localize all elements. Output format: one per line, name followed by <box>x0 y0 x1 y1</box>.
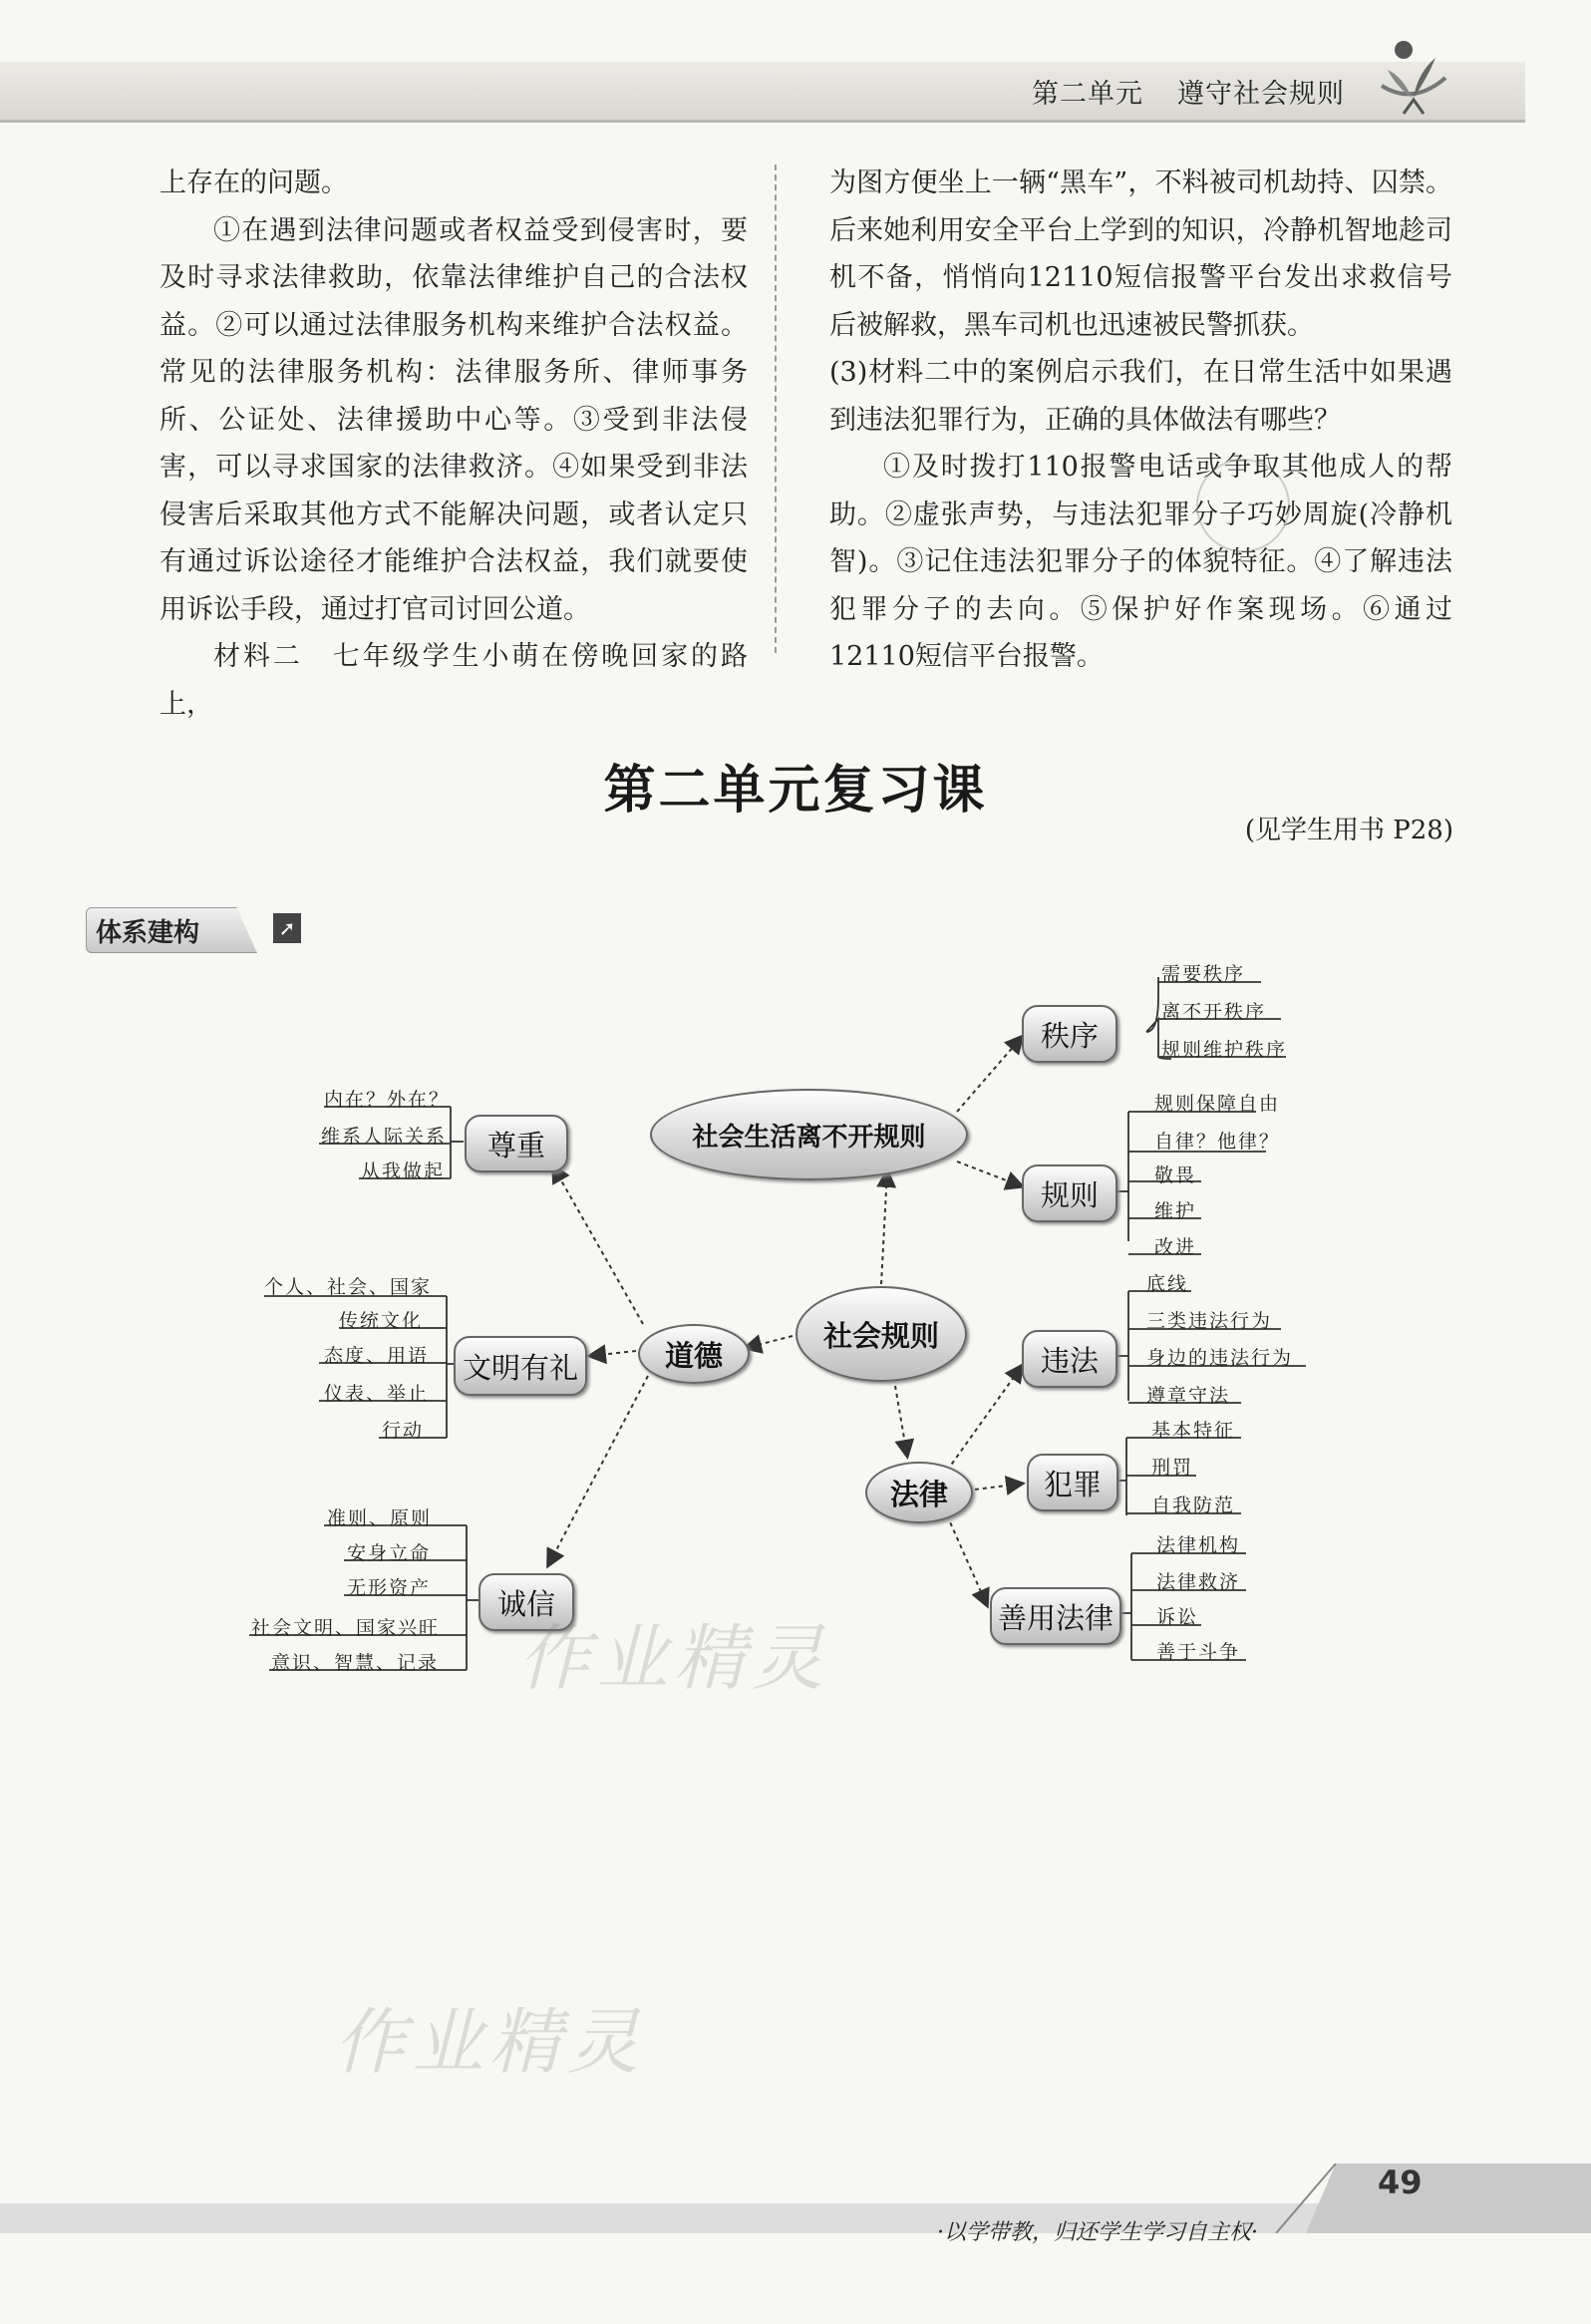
link-center-moral <box>746 1336 793 1348</box>
leaf-respect: 内在？外在？ <box>324 1089 451 1111</box>
paragraph: 上存在的问题。 <box>159 167 348 198</box>
page-number: 49 <box>1378 2163 1423 2201</box>
leaf-respect: 维系人际关系 <box>321 1126 448 1148</box>
arrow-icon: ➚ <box>273 913 301 943</box>
leaf-illegal: 三类违法行为 <box>1146 1310 1273 1332</box>
answer: ①及时拨打110报警电话或争取其他成人的帮助。②虚张声势，与违法犯罪分子巧妙周旋(冷静机智)。③记住违法犯罪分子的体貌特征。④了解违法犯罪分子的去向。⑤保护好作案现场。⑥通过12110短信平台报警。 <box>829 452 1452 672</box>
node-rules: 规则 <box>1022 1164 1117 1222</box>
node-order: 秩序 <box>1022 1005 1117 1063</box>
leaf-civility: 传统文化 <box>339 1310 424 1332</box>
leaf-illegal: 遵章守法 <box>1146 1385 1231 1407</box>
student-book-reference: (见学生用书 P28) <box>1244 816 1453 845</box>
unit-label: 第二单元 <box>1032 79 1143 110</box>
link-law-crime <box>967 1484 1022 1491</box>
node-respect: 尊重 <box>465 1115 568 1172</box>
leaf-civility: 仪表、举止 <box>324 1383 430 1405</box>
link-moral-respect <box>553 1166 643 1324</box>
page-title: 第二单元复习课 <box>603 761 988 821</box>
leaf-honesty: 准则、原则 <box>327 1507 433 1529</box>
node-use-law: 善用法律 <box>990 1587 1121 1645</box>
leaf-civility: 行动 <box>382 1420 425 1442</box>
leaf-crime: 自我防范 <box>1151 1494 1236 1516</box>
paragraph: 为图方便坐上一辆“黑车”，不料被司机劫持、囚禁。后来她利用安全平台上学到的知识，冷静机智地趁司机不备，悄悄向12110短信报警平台发出求救信号后被解救，黑车司机也迅速被民警抓获。 <box>829 167 1452 341</box>
link-center-law <box>895 1386 907 1456</box>
leaf-use-law: 诉讼 <box>1156 1606 1199 1628</box>
paragraph: 材料二 七年级学生小萌在傍晚回家的路上， <box>159 641 748 720</box>
leaf-order: 需要秩序 <box>1161 963 1246 985</box>
leaf-use-law: 善于斗争 <box>1156 1641 1241 1663</box>
node-social-life-needs-rules: 社会生活离不开规则 <box>650 1089 968 1180</box>
leaf-crime: 基本特征 <box>1151 1420 1236 1442</box>
leaf-crime: 刑罚 <box>1151 1457 1194 1479</box>
leaf-rules: 规则保障自由 <box>1154 1093 1281 1115</box>
leaf-respect: 从我做起 <box>361 1161 446 1182</box>
leaf-honesty: 安身立命 <box>347 1542 432 1564</box>
node-illegal: 违法 <box>1022 1330 1117 1388</box>
section-tag-label: 体系建构 <box>96 918 200 948</box>
node-crime: 犯罪 <box>1027 1454 1118 1511</box>
link-law-illegal <box>947 1366 1022 1471</box>
node-civility: 文明有礼 <box>454 1336 587 1396</box>
link-top-order <box>957 1037 1022 1112</box>
link-center-top <box>881 1171 887 1284</box>
leaf-civility: 态度、用语 <box>324 1345 430 1367</box>
leaf-rules: 敬畏 <box>1154 1164 1197 1186</box>
leaf-illegal: 底线 <box>1146 1273 1189 1295</box>
link-top-rules <box>957 1162 1022 1186</box>
leaf-illegal: 身边的违法行为 <box>1146 1347 1294 1369</box>
leaf-use-law: 法律救济 <box>1156 1571 1241 1593</box>
leaf-rules: 自律？他律？ <box>1154 1131 1281 1153</box>
paragraph: ①在遇到法律问题或者权益受到侵害时，要及时寻求法律救助，依靠法律维护自己的合法权益。②可以通过法律服务机构来维护合法权益。常见的法律服务机构：法律服务所、律师事务所、公证处、法律援助中心等。③受到非法侵害，可以寻求国家的法律救济。④如果受到非法侵害后采取其他方式不能解决问题，或者认定只有通过诉讼途径才能维护合法权益，我们就要使用诉讼手段，通过打官司讨回公道。 <box>159 214 748 625</box>
question: (3)材料二中的案例启示我们，在日常生活中如果遇到违法犯罪行为，正确的具体做法有哪些？ <box>829 357 1452 436</box>
link-moral-civil <box>590 1351 636 1356</box>
watermark: 作业精灵 <box>518 1616 830 1700</box>
watermark: 作业精灵 <box>334 2000 646 2084</box>
footer-band <box>0 2163 1591 2233</box>
leaf-order: 规则维护秩序 <box>1161 1039 1288 1061</box>
leaf-use-law: 法律机构 <box>1156 1534 1241 1556</box>
leaf-order: 离不开秩序 <box>1161 1001 1267 1023</box>
leaf-honesty: 无形资产 <box>347 1577 432 1599</box>
node-moral: 道德 <box>638 1324 750 1384</box>
leaf-honesty: 意识、智慧、记录 <box>271 1652 440 1674</box>
footer-slogan: ·以学带教，归还学生学习自主权· <box>937 2220 1258 2245</box>
link-law-uselaw <box>947 1515 987 1605</box>
node-law: 法律 <box>865 1462 973 1523</box>
leaf-rules: 维护 <box>1154 1200 1197 1222</box>
node-honesty: 诚信 <box>478 1573 574 1631</box>
link-moral-honesty <box>548 1376 648 1565</box>
node-social-rules-center: 社会规则 <box>796 1286 967 1382</box>
leaf-rules: 改进 <box>1154 1236 1197 1258</box>
topic-label: 遵守社会规则 <box>1177 79 1345 110</box>
leaf-honesty: 社会文明、国家兴旺 <box>251 1617 441 1639</box>
leaf-civility: 个人、社会、国家 <box>264 1276 433 1298</box>
